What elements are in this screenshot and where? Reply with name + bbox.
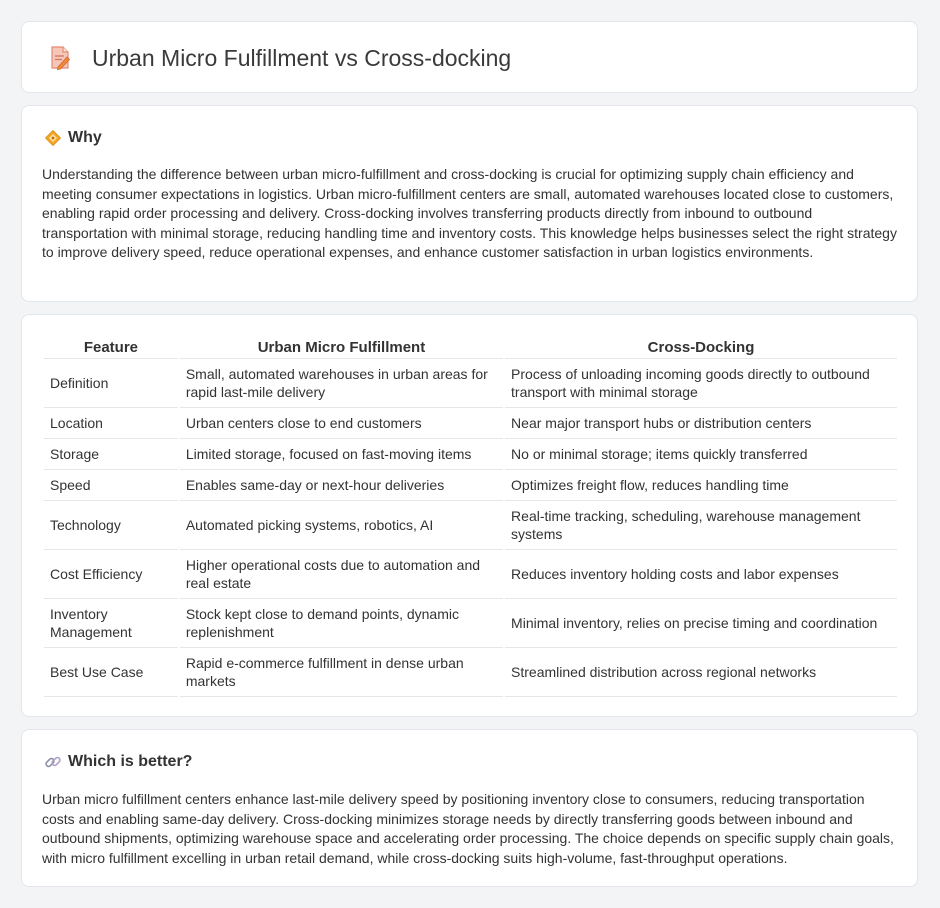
column-header-feature: Feature xyxy=(44,337,178,359)
feature-cell: Inventory Management xyxy=(44,599,178,648)
why-section xyxy=(21,105,918,302)
page-title: Urban Micro Fulfillment vs Cross-docking xyxy=(92,45,512,71)
comparison-section xyxy=(21,314,918,717)
cross-docking-cell: Process of unloading incoming goods directly to outbound transport with minimal storage xyxy=(505,359,897,408)
feature-cell: Technology xyxy=(44,501,178,550)
cross-docking-cell: Minimal inventory, relies on precise timing and coordination xyxy=(505,599,897,648)
micro-fulfillment-cell: Stock kept close to demand points, dynamic replenishment xyxy=(180,599,503,648)
better-heading-row xyxy=(44,752,192,772)
table-row xyxy=(44,408,897,439)
cross-docking-cell: Reduces inventory holding costs and labor expenses xyxy=(505,550,897,599)
micro-fulfillment-cell: Small, automated warehouses in urban areas for rapid last-mile delivery xyxy=(180,359,503,408)
table-header-row xyxy=(44,337,897,359)
table-row xyxy=(44,550,897,599)
micro-fulfillment-cell: Enables same-day or next-hour deliveries xyxy=(180,470,503,501)
why-heading: Why xyxy=(68,129,102,146)
micro-fulfillment-cell: Rapid e-commerce fulfillment in dense urban markets xyxy=(180,648,503,697)
feature-cell: Cost Efficiency xyxy=(44,550,178,599)
micro-fulfillment-cell: Higher operational costs due to automation and real estate xyxy=(180,550,503,599)
feature-cell: Speed xyxy=(44,470,178,501)
feature-cell: Location xyxy=(44,408,178,439)
table-row xyxy=(44,439,897,470)
cross-docking-cell: Streamlined distribution across regional networks xyxy=(505,648,897,697)
cross-docking-cell: Real-time tracking, scheduling, warehouse management systems xyxy=(505,501,897,550)
feature-cell: Definition xyxy=(44,359,178,408)
column-header-cross-docking: Cross-Docking xyxy=(505,337,897,359)
table-row xyxy=(44,599,897,648)
comparison-table xyxy=(42,337,899,697)
micro-fulfillment-cell: Limited storage, focused on fast-moving items xyxy=(180,439,503,470)
micro-fulfillment-cell: Automated picking systems, robotics, AI xyxy=(180,501,503,550)
title-row xyxy=(48,44,511,72)
which-is-better-section xyxy=(21,729,918,887)
column-header-urban-micro-fulfillment: Urban Micro Fulfillment xyxy=(180,337,503,359)
better-paragraph: Urban micro fulfillment centers enhance last-mile delivery speed by positioning inventory close to consumers, reducing transportation costs and enabling same-day delivery. Cross-docking minimizes storage needs by directly transferring goods between inbound and outbound shipments, optimizing warehouse space and accelerating order processing. The choice depends on specific supply chain goals, with micro fulfillment excelling in urban retail demand, while cross-docking suits high-volume, fast-throughput operations. xyxy=(42,791,894,866)
title-card xyxy=(21,21,918,93)
cross-docking-cell: No or minimal storage; items quickly transferred xyxy=(505,439,897,470)
feature-cell: Storage xyxy=(44,439,178,470)
diamond-warning-icon xyxy=(44,129,62,147)
table-row xyxy=(44,470,897,501)
table-row xyxy=(44,359,897,408)
document-pencil-icon xyxy=(48,45,72,71)
better-heading: Which is better? xyxy=(68,753,193,770)
why-paragraph: Understanding the difference between urban micro-fulfillment and cross-docking is crucial for optimizing supply chain efficiency and meeting consumer expectations in logistics. Urban micro-fulfillment centers are small, automated warehouses located close to customers, enabling rapid order processing and delivery. Cross-docking involves transferring products directly from inbound to outbound transportation with minimal storage, reducing handling time and inventory costs. This knowledge helps businesses select the right strategy to improve delivery speed, reduce operational expenses, and enhance customer satisfaction in urban logistics environments. xyxy=(42,166,897,260)
micro-fulfillment-cell: Urban centers close to end customers xyxy=(180,408,503,439)
link-icon xyxy=(44,753,62,771)
table-row xyxy=(44,501,897,550)
feature-cell: Best Use Case xyxy=(44,648,178,697)
cross-docking-cell: Near major transport hubs or distribution centers xyxy=(505,408,897,439)
why-heading-row xyxy=(44,128,102,148)
table-row xyxy=(44,648,897,697)
cross-docking-cell: Optimizes freight flow, reduces handling time xyxy=(505,470,897,501)
